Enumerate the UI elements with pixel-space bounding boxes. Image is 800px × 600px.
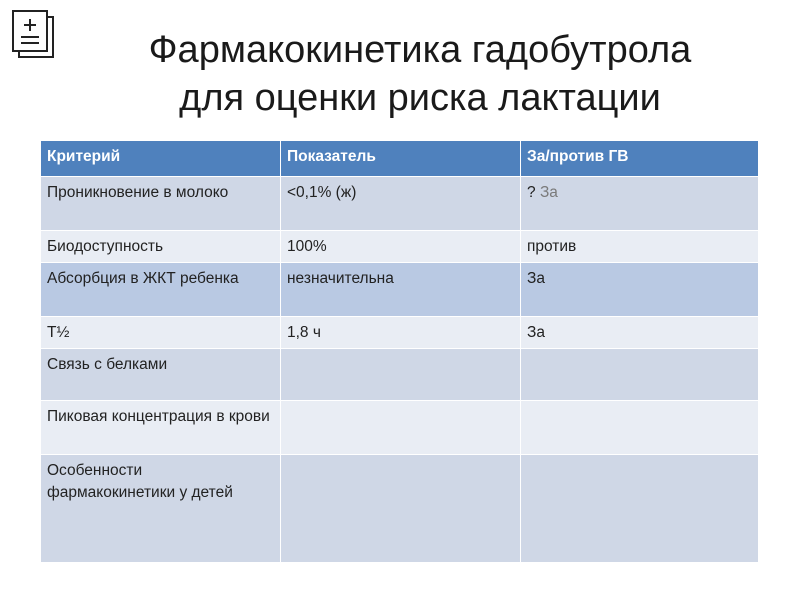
cell-criterion: Особенности фармакокинетики у детей — [41, 455, 281, 563]
cell-verdict — [521, 401, 759, 455]
cell-criterion: Абсорбция в ЖКТ ребенка — [41, 263, 281, 317]
cell-verdict — [521, 177, 759, 231]
cell-value: 1,8 ч — [281, 317, 521, 349]
cell-verdict — [521, 455, 759, 563]
cell-value: <0,1% (ж) — [281, 177, 521, 231]
cell-criterion: Биодоступность — [41, 231, 281, 263]
cell-value: 100% — [281, 231, 521, 263]
table-row — [41, 317, 759, 349]
cell-criterion: Связь с белками — [41, 349, 281, 401]
table-header-row — [41, 141, 759, 177]
cell-verdict — [521, 317, 759, 349]
verdict-text: против — [527, 238, 577, 255]
cell-verdict — [521, 231, 759, 263]
cell-value — [281, 401, 521, 455]
header-verdict: За/против ГВ — [521, 141, 759, 177]
cell-value: незначительна — [281, 263, 521, 317]
cell-criterion: Пиковая концентрация в крови — [41, 401, 281, 455]
table-row — [41, 177, 759, 231]
header-criterion: Критерий — [41, 141, 281, 177]
title-line-2: для оценки риска лактации — [179, 77, 661, 119]
cell-verdict — [521, 263, 759, 317]
verdict-text: За — [527, 270, 545, 287]
table-row — [41, 455, 759, 563]
pharmacokinetics-table — [40, 140, 759, 563]
table-row — [41, 231, 759, 263]
verdict-prefix: ? — [527, 184, 540, 201]
cell-verdict — [521, 349, 759, 401]
cell-value — [281, 349, 521, 401]
table-row — [41, 401, 759, 455]
table-row — [41, 349, 759, 401]
cell-criterion: T½ — [41, 317, 281, 349]
header-value: Показатель — [281, 141, 521, 177]
verdict-text: За — [527, 324, 545, 341]
page-title — [40, 26, 800, 122]
cell-criterion: Проникновение в молоко — [41, 177, 281, 231]
verdict-text: За — [539, 184, 558, 201]
table-row — [41, 263, 759, 317]
cell-value — [281, 455, 521, 563]
title-line-1: Фармакокинетика гадобутрола — [148, 29, 692, 71]
